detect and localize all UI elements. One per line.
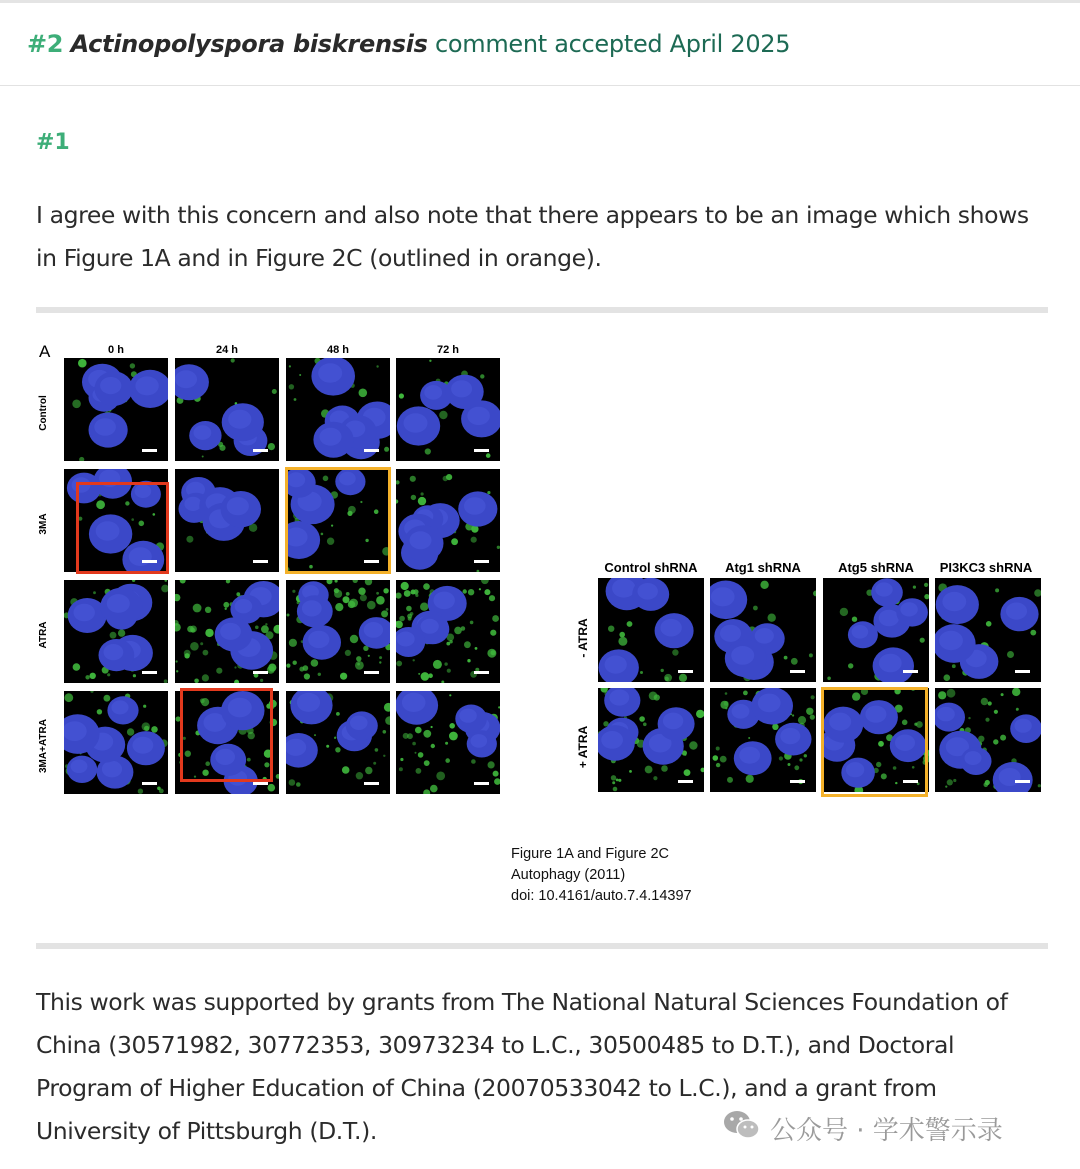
micrograph-tile	[598, 688, 704, 792]
micrograph-tile	[175, 358, 279, 461]
micrograph-tile	[396, 358, 500, 461]
micrograph-tile	[823, 578, 929, 682]
micrograph-tile	[286, 580, 390, 683]
row-label: ATRA	[38, 621, 49, 649]
comment-title[interactable]	[27, 30, 790, 58]
micrograph-tile	[598, 578, 704, 682]
micrograph-tile	[175, 469, 279, 572]
column-label: 24 h	[215, 344, 238, 356]
row-label: 3MA+ATRA	[38, 719, 49, 773]
micrograph-tile	[64, 691, 168, 794]
micrograph-tile	[175, 691, 279, 794]
micrograph-tile	[175, 580, 279, 683]
funding-text: This work was supported by grants from The National Natural Sciences Foundation of China (30571982, 30772353, 30973234 to L.C., 30500485 to D.T.), and Doctoral Program of Higher Education of China (20070533042 to L.C.), and a grant from University of Pittsburgh (D.T.).	[36, 988, 1008, 1145]
micrograph-tile	[64, 358, 168, 461]
comment-header	[0, 3, 1080, 86]
column-label: Atg1 shRNA	[725, 560, 801, 575]
column-label: 72 h	[436, 344, 459, 356]
species-name: Actinopolyspora biskrensis	[70, 30, 428, 58]
figure-caption	[511, 844, 692, 907]
comment-number: #2	[27, 30, 64, 58]
caption-line: Autophagy (2011)	[511, 867, 626, 883]
micrograph-tile	[286, 358, 390, 461]
row-label: - ATRA	[576, 618, 590, 658]
micrograph-tile	[286, 469, 390, 572]
divider-bottom	[36, 943, 1048, 949]
caption-doi[interactable]: doi: 10.4161/auto.7.4.14397	[511, 888, 692, 904]
watermark	[722, 1108, 1003, 1148]
column-label: 48 h	[326, 344, 349, 356]
micrograph-tile	[710, 688, 816, 792]
micrograph-tile	[396, 469, 500, 572]
micrograph-tile	[823, 688, 929, 792]
micrograph-tile	[396, 580, 500, 683]
micrograph-tile	[396, 691, 500, 794]
entry-number: #1	[36, 130, 70, 155]
column-label: PI3KC3 shRNA	[939, 560, 1033, 575]
micrograph-tile	[935, 688, 1041, 792]
row-label: 3MA	[38, 513, 49, 535]
caption-line: Figure 1A and Figure 2C	[511, 846, 669, 862]
entry-text: I agree with this concern and also note that there appears to be an image which shows in Figure 1A and in Figure 2C (outlined in orange).	[36, 201, 1029, 272]
column-label: Atg5 shRNA	[838, 560, 914, 575]
panel-letter: A	[39, 342, 51, 361]
comment-status: comment accepted April 2025	[434, 30, 791, 58]
column-label: 0 h	[108, 344, 124, 356]
watermark-text: 公众号 · 学术警示录	[770, 1115, 1003, 1146]
figure-comparison	[36, 330, 1048, 930]
micrograph-tile	[935, 578, 1041, 682]
column-label: Control shRNA	[604, 560, 698, 575]
micrograph-tile	[286, 691, 390, 794]
divider-top	[36, 307, 1048, 313]
row-label: Control	[38, 395, 49, 431]
row-label: + ATRA	[576, 725, 590, 769]
wechat-icon	[722, 1108, 762, 1149]
micrograph-tile	[64, 469, 168, 572]
micrograph-tile	[710, 578, 816, 682]
micrograph-tile	[64, 580, 168, 683]
